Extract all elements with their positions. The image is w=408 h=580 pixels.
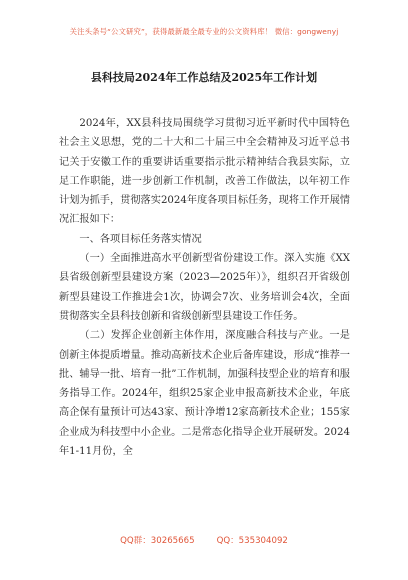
paragraph-innovation-province: （一）全面推进高水平创新型省份建设工作。深入实施《XX县省级创新型县建设方案（2023—2025年）》，组织召开省级创新型县建设工作推进会1次，协调会7次、业务培训会4次，全面贯彻落实全县科技创新和省级创新型县建设工作任务。 — [59, 253, 350, 322]
qq-group-text: QQ群：30265665 — [120, 536, 195, 546]
section-heading: 一、各项目标任务落实情况 — [79, 233, 202, 245]
paragraph-enterprise-innovation: （二）发挥企业创新主体作用，深度融合科技与产业。一是创新主体提质增量。推动高新技术企业后备库建设，形成“推荐一批、辅导一批、培育一批”工作机制，加强科技型企业的培育和服务指导工作。2024年，组织25家企业申报高新技术企业，年底高企保有量预计可达43家、预计净增12家高新技术企业；155家企业成为科技型中小企业。二是常态化指导企业开展研发。2024年1-11月份，全 — [59, 330, 350, 458]
qq-text: QQ：535304092 — [216, 536, 288, 546]
promo-banner: 关注头条号“公文研究”，获得最新最全最专业的公文资料库！ 微信：gongwenyj — [69, 27, 339, 36]
document-title: 县科技局2024年工作总结及2025年工作计划 — [90, 71, 318, 84]
document-body — [59, 114, 350, 461]
footer-contact — [0, 534, 408, 546]
paragraph-intro: 2024年，XX县科技局围绕学习贯彻习近平新时代中国特色社会主义思想，党的二十大和二十届三中全会精神及习近平总书记关于安徽工作的重要讲话重要指示批示精神结合我县实际，立足工作职能，进一步创新工作机制，改善工作做法，以年初工作计划为抓手，贯彻落实2024年度各项目标任务，现将工作开展情况汇报如下： — [59, 118, 350, 226]
